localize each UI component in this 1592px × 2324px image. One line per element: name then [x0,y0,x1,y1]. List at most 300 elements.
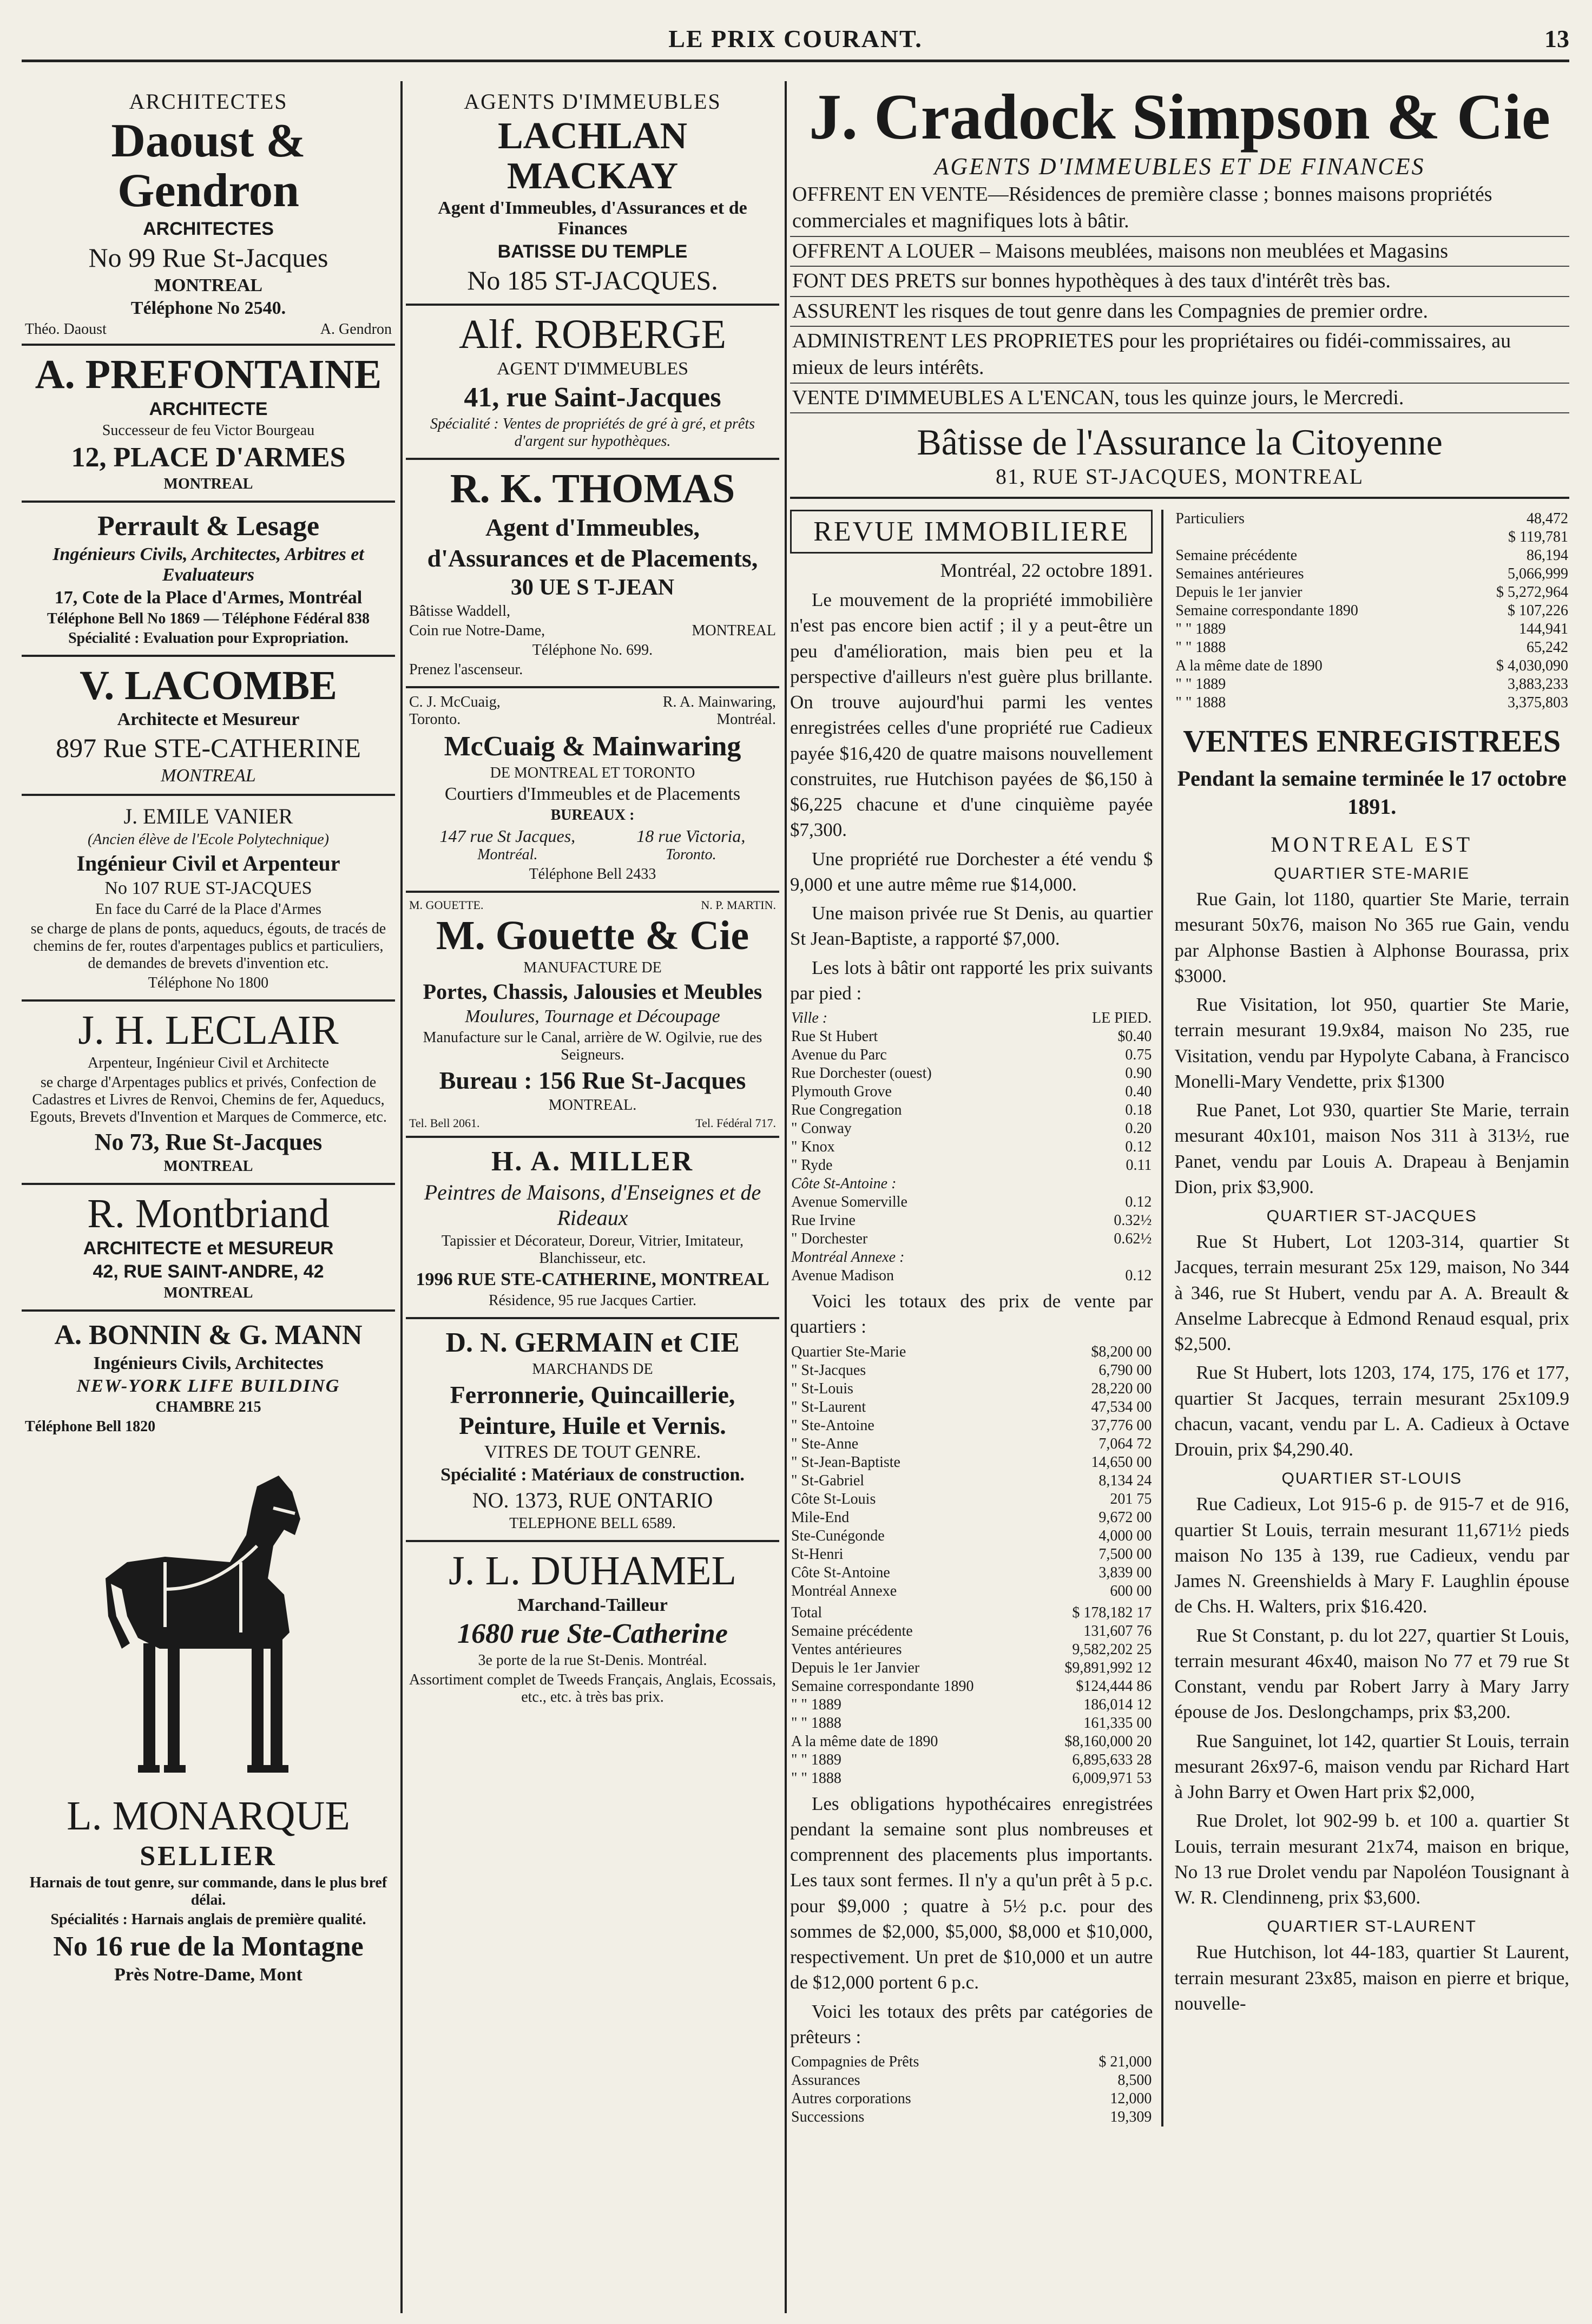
service-line: OFFRENT A LOUER – Maisons meublées, maisons non meublées et Magasins [790,237,1569,267]
firm-description: se charge de plans de ponts, aqueducs, égouts, de tracés de chemins de fer, routes d'arpentages publics et particuliers, de demandes de brevets d'invention etc. [30,920,386,972]
row-label [1174,528,1456,547]
sale-entry: Rue Gain, lot 1180, quartier Ste Marie, terrain mesurant 50x76, maison No 365 rue Gain, vendu par Alphonse Bastien à Alphonse Bourassa, prix $3000. [1174,888,1569,986]
summary-total-row [790,1622,1153,1641]
stats-row [1174,528,1569,547]
row-value: 86,194 [1527,547,1568,564]
firm-city: MONTREAL [163,475,253,492]
lot-price-row [790,1267,1153,1285]
firm-profession: Ingénieur Civil et Arpenteur [76,851,340,876]
firm-address: No 185 ST-JACQUES. [467,265,718,295]
lot-price-row [790,1028,1153,1046]
row-value: 6,790 00 [1098,1361,1152,1379]
row-value: 12,000 [1110,2090,1152,2108]
summary-total-row [790,1714,1153,1733]
ad-mccuaig-mainwaring [406,688,779,893]
row-value: 0.11 [1126,1157,1152,1174]
row-label: Semaine précédente [1175,547,1298,564]
table-header: LE PIED. [1091,1010,1152,1027]
row-label: " St-Jean-Baptiste [791,1453,900,1471]
row-value: 7,064 72 [1098,1435,1152,1452]
firm-profession: Agent d'Immeubles, d'Assurances et de Finances [438,198,747,239]
firm-name: M. Gouette & Cie [436,912,749,958]
firm-profession: SELLIER [140,1840,277,1872]
page-header [22,22,1569,62]
firm-building: NEW-YORK LIFE BUILDING [76,1375,340,1396]
firm-name: A. PREFONTAINE [35,351,382,397]
firm-city: MONTREAL [163,1158,253,1175]
quartier-heading: QUARTIER ST-JACQUES [1266,1207,1477,1226]
table-header: Montréal Annexe : [791,1249,905,1266]
firm-name: J. Cradock Simpson & Cie [808,81,1551,153]
office-address: 18 rue Victoria, [636,826,746,846]
firm-specialty: Spécialité : Ventes de propriétés de gré à gré, et prêts d'argent sur hypothèques. [430,415,755,450]
quartier-totals-table [790,1343,1153,1601]
firm-address: 17, Cote de la Place d'Armes, Montréal [54,587,363,608]
firm-address: 30 UE S T-JEAN [510,575,675,600]
row-value: 5,066,999 [1508,565,1568,583]
column-rule [400,81,403,2313]
row-value: 0.75 [1125,1046,1152,1064]
review-paragraph: Une maison privée rue St Denis, au quartier St Jean-Baptiste, a rapporté $7,000. [790,903,1153,950]
firm-address: 1996 RUE STE-CATHERINE, MONTREAL [416,1269,769,1290]
firm-description: se charge d'Arpentages publics et privés, Confection de Cadastres et Livres de Renvoi, Chemins de fer, Aqueducs, Egouts, Brevets d'Invention et Marques de Commerce, etc. [30,1074,387,1126]
firm-specialty: Spécialité : Matériaux de construction. [440,1465,745,1485]
firm-profession: ARCHITECTES [143,218,274,239]
row-value: $9,891,992 12 [1064,1659,1152,1676]
ad-leclair [22,1002,395,1185]
firm-address: No 16 rue de la Montagne [53,1931,364,1962]
sale-entry: Rue St Hubert, lots 1203, 174, 175, 176 et 177, quartier St Jacques, terrain mesurant 25x109.9 chacun, vacant, vendu par L. A. Cadieux à Octave Drouin, prix $4,290.40. [1174,1362,1569,1460]
lot-price-row [790,1230,1153,1248]
firm-name: Perrault & Lesage [97,510,320,542]
row-value: 8,134 24 [1098,1472,1152,1489]
review-paragraph: Les obligations hypothécaires enregistrées pendant la semaine sont plus nombreuses et comprennent des placements plus importants. Les taux sont fermes. Il n'y a qu'un prêt à 5 p.c. pour $9,000 ; quatre à 5½ p.c. pour des sommes de $2,000, $5,000, $8,000 et $10,000, respectivement. Un pret de $10,000 et un autre de $12,000 portent 6 p.c. [790,1793,1153,1993]
lot-price-row [790,1212,1153,1230]
row-value: $ 178,182 17 [1072,1604,1152,1621]
firm-address: Bureau : 156 Rue St-Jacques [439,1066,746,1095]
firm-profession: Courtiers d'Immeubles et de Placements [444,784,741,804]
row-label: Avenue Madison [791,1267,894,1285]
row-value: 186,014 12 [1083,1696,1152,1713]
row-value: 0.12 [1125,1267,1152,1285]
review-date: Montréal, 22 octobre 1891. [940,559,1153,582]
row-value: 0.32½ [1114,1212,1152,1229]
row-value: $ 107,226 [1508,602,1568,620]
quartier-total-row [790,1527,1153,1545]
section-subtitle: Pendant la semaine terminée le 17 octobre 1891. [1177,766,1567,819]
firm-location: Près Notre-Dame, Mont [114,1964,302,1985]
quartier-total-row [790,1417,1153,1435]
firm-address: No 99 Rue St-Jacques [88,242,328,273]
summary-total-row [790,1604,1153,1622]
row-value: 19,309 [1110,2109,1152,2126]
firm-telephone: TELEPHONE BELL 6589. [509,1515,676,1532]
firm-address: 1680 rue Ste-Catherine [457,1618,728,1650]
firm-name: J. H. LECLAIR [78,1008,339,1054]
stats-row [1174,675,1569,694]
row-label: " " 1888 [1175,694,1226,712]
partner-name: C. J. McCuaig, [409,693,501,710]
row-label: A la même date de 1890 [1175,657,1323,675]
ad-prefontaine [22,346,395,503]
row-label: Mile-End [791,1509,850,1526]
column-cradock-and-review [790,81,1569,2313]
firm-name: McCuaig & Mainwaring [444,730,741,762]
firm-profession: ARCHITECTE [149,398,268,419]
sale-entry: Rue St Hubert, Lot 1203-314, quartier St Jacques, terrain mesurant 25x 129, maison, No 344 à 346, rue St Hubert, vendu par A. A. Breault & Anselme Labrecque à Edmond Renaud esqual, prix $2,500. [1174,1231,1569,1355]
row-label: " St-Laurent [791,1398,866,1416]
row-value: 65,242 [1527,639,1568,656]
partner-name: M. GOUETTE. [409,898,484,912]
quartier-total-row [790,1398,1153,1417]
column-rule [785,81,787,2313]
sale-entry: Rue Visitation, lot 950, quartier Ste Marie, terrain mesurant 19.9x84, maison No 235, rue Visitation, vendu par Hypolyte Cabana, à Francisco Monelli-Mary Vendette, prix $1300 [1174,994,1569,1092]
row-value: 7,500 00 [1098,1545,1152,1563]
firm-profession: AGENTS D'IMMEUBLES ET DE FINANCES [934,153,1425,180]
sale-entry: Rue Panet, Lot 930, quartier Ste Marie, terrain mesurant 40x101, maison Nos 311 à 313½, rue Panet, vendu par Louis A. Drapeau à Benjamin Dion, prix $3,900. [1174,1100,1569,1197]
firm-name: L. MONARQUE [67,1793,350,1839]
firm-products: Portes, Chassis, Jalousies et Meubles [423,979,762,1004]
row-label: Semaines antérieures [1175,565,1304,583]
firm-address: 12, PLACE D'ARMES [71,442,346,473]
firm-name: R. K. THOMAS [450,465,735,511]
ad-gouette [406,893,779,1138]
row-label: A la même date de 1890 [791,1733,938,1750]
firm-profession: Ingénieurs Civils, Architectes, Arbitres et Evaluateurs [52,544,364,585]
firm-telephone: Téléphone Bell No 1869 — Téléphone Fédéral 838 [47,610,370,627]
table-header: Ville : [791,1010,828,1027]
row-value: 0.12 [1125,1194,1152,1211]
ad-montbriand [22,1185,395,1312]
office-address: 147 rue St Jacques, [439,826,576,846]
firm-telephone: Téléphone No 1800 [148,975,269,992]
lot-prices-table [790,1009,1153,1285]
firm-specialty: Spécialités : Harnais anglais de première qualité. [50,1911,366,1928]
row-value: $ 21,000 [1098,2053,1152,2071]
ad-monarque [22,1443,395,1993]
row-value: 0.12 [1125,1138,1152,1156]
row-value: $124,444 86 [1076,1677,1152,1695]
firm-residence: Résidence, 95 rue Jacques Cartier. [488,1292,697,1309]
quartier-total-row [790,1435,1153,1453]
firm-city: MONTREAL [161,766,256,786]
lender-row [790,2071,1153,2090]
row-label: Avenue Somerville [791,1194,907,1211]
sale-entry: Rue Hutchison, lot 44-183, quartier St Laurent, terrain mesurant 23x85, maison en pierre et brique, nouvelle- [1174,1941,1569,2014]
office-city: Toronto. [666,846,716,863]
lot-price-row [790,1064,1153,1083]
row-value: 14,650 00 [1091,1453,1152,1471]
firm-profession: MANUFACTURE DE [523,959,662,977]
stats-row [1174,583,1569,602]
firm-telephone: Téléphone No. 699. [532,641,653,659]
row-label: Successions [791,2109,865,2126]
lot-price-row [790,1083,1153,1101]
row-value: 9,582,202 25 [1072,1641,1152,1658]
firm-profession: Agent d'Immeubles, [485,513,700,541]
firm-name: H. A. MILLER [491,1146,694,1177]
row-label: Quartier Ste-Marie [791,1343,906,1360]
row-label: Depuis le 1er Janvier [791,1659,920,1676]
firm-name: R. Montbriand [87,1191,330,1237]
firm-profession: MARCHANDS DE [532,1361,653,1378]
row-value: 600 00 [1110,1582,1152,1599]
firm-address: 42, RUE SAINT-ANDRE, 42 [93,1261,324,1282]
stats-row [1174,694,1569,712]
row-value: 0.62½ [1114,1230,1152,1248]
quartier-total-row [790,1361,1153,1380]
firm-profession: Architecte et Mesureur [117,709,300,730]
firm-description: Harnais de tout genre, sur commande, dans le plus bref délai. [29,1874,387,1908]
lots-annexe-rows [790,1267,1153,1285]
summary-total-row [790,1733,1153,1751]
stats-row [1174,547,1569,565]
firm-note: Successeur de feu Victor Bourgeau [102,422,315,439]
lot-price-row [790,1193,1153,1212]
lot-price-row [790,1120,1153,1138]
summary-totals-table [790,1604,1153,1788]
row-value: $ 119,781 [1508,529,1568,546]
firm-telephone: Téléphone No 2540. [130,298,286,318]
row-value: 3,839 00 [1098,1564,1152,1581]
section-label: AGENTS D'IMMEUBLES [464,89,721,114]
firm-location: Manufacture sur le Canal, arrière de W. Ogilvie, rue des Seigneurs. [423,1029,762,1064]
row-value: 28,220 00 [1091,1380,1152,1397]
row-value: 0.18 [1125,1102,1152,1119]
firm-room: CHAMBRE 215 [155,1398,261,1416]
firm-products: VITRES DE TOUT GENRE. [484,1442,701,1463]
row-label: St-Henri [791,1545,844,1563]
firm-location: 3e porte de la rue St-Denis. Montréal. [478,1652,707,1669]
firm-name: Alf. ROBERGE [459,312,726,357]
review-paragraph: Voici les totaux des prêts par catégories de prêteurs : [790,2000,1153,2048]
ad-bonnin-mann [22,1312,395,1443]
row-value: 131,607 76 [1083,1622,1152,1640]
row-label: " " 1889 [1175,676,1226,693]
row-value: 201 75 [1110,1490,1152,1507]
row-label: " Knox [791,1138,835,1156]
row-label: Semaine correspondante 1890 [791,1677,974,1695]
stats-row [1174,638,1569,657]
row-label: Montréal Annexe [791,1582,897,1599]
ad-duhamel [406,1542,779,1714]
row-label: Avenue du Parc [791,1046,887,1064]
firm-name: J. L. DUHAMEL [449,1548,736,1594]
firm-name: Daoust & Gendron [111,115,306,218]
summary-total-row [790,1677,1153,1696]
row-value: $ 4,030,090 [1496,657,1568,675]
row-label: " Dorchester [791,1230,868,1248]
firm-products: Ferronnerie, Quincaillerie, [450,1381,735,1409]
row-label: Semaine précédente [791,1622,913,1640]
row-label: Ste-Cunégonde [791,1527,885,1544]
summary-total-row [790,1769,1153,1788]
review-paragraph: Une propriété rue Dorchester a été vendu $ 9,000 et une autre même rue $14,000. [790,848,1153,895]
office-city: Montréal. [477,846,538,863]
row-label: " St-Gabriel [791,1472,865,1489]
firm-address: 41, rue Saint-Jacques [464,381,721,413]
row-value: 8,500 [1117,2072,1152,2089]
firm-building: BATISSE DU TEMPLE [497,241,688,262]
ad-vanier [22,796,395,1002]
stats-row [1174,602,1569,620]
ad-miller [406,1138,779,1319]
quartier-heading: QUARTIER ST-LAURENT [1267,1918,1477,1936]
partner-name: Théo. Daoust [25,320,107,338]
review-and-sales [790,510,1569,2127]
review-paragraph: Voici les totaux des prix de vente par quartiers : [790,1291,1153,1338]
quartier-total-row [790,1343,1153,1361]
firm-name: V. LACOMBE [80,662,337,708]
lender-row [790,2053,1153,2071]
row-value: $8,200 00 [1091,1343,1152,1360]
ad-roberge [406,306,779,460]
lot-price-row [790,1046,1153,1064]
section-title: VENTES ENREGISTREES [1183,723,1561,759]
row-value: 161,335 00 [1083,1714,1152,1732]
partner-name: N. P. MARTIN. [701,898,776,912]
ad-lacombe [22,657,395,796]
firm-corner: Coin rue Notre-Dame, [409,622,545,639]
firm-description: Assortiment complet de Tweeds Français, Anglais, Ecossais, etc., etc. à très bas prix. [409,1671,776,1706]
row-label: Compagnies de Prêts [791,2053,919,2071]
stats-row [1174,657,1569,675]
sale-entry: Rue St Constant, p. du lot 227, quartier St Louis, terrain mesurant 46x40, maison No 77 et 79 rue St Constant, vendu par Robert Jarry à Mary Jarry épouse de Jos. Deslongchamps, prix $3,200. [1174,1624,1569,1723]
quartier-total-row [790,1490,1153,1509]
row-label: " " 1889 [1175,621,1226,638]
service-line: ADMINISTRENT LES PROPRIETES pour les propriétaires ou fidéi-commissaires, au mieux de leurs intérêts. [790,327,1569,384]
firm-name: LACHLAN MACKAY [497,115,688,197]
lender-row [790,2108,1153,2127]
section-label: ARCHITECTES [129,89,288,114]
row-value: $ 5,272,964 [1496,584,1568,601]
ad-perrault-lesage [22,503,395,657]
partner-name: A. Gendron [320,320,392,338]
firm-profession: Arpenteur, Ingénieur Civil et Architecte [88,1055,329,1072]
lot-price-row [790,1138,1153,1156]
service-line: FONT DES PRETS sur bonnes hypothèques à des taux d'intérêt très bas. [790,267,1569,297]
summary-total-row [790,1751,1153,1769]
row-value: 0.90 [1125,1065,1152,1082]
firm-profession: Peintres de Maisons, d'Enseignes et de Rideaux [424,1180,761,1230]
row-value: 47,534 00 [1091,1398,1152,1416]
quartier-total-row [790,1472,1153,1490]
firm-address: NO. 1373, RUE ONTARIO [472,1488,713,1513]
row-value: 3,883,233 [1508,676,1568,693]
row-label: Côte St-Antoine [791,1564,890,1581]
building-title: Bâtisse de l'Assurance la Citoyenne [917,422,1443,463]
lender-row [790,2090,1153,2108]
row-label: Depuis le 1er janvier [1175,584,1302,601]
ad-thomas [406,460,779,688]
row-label: " Ste-Antoine [791,1417,874,1434]
row-label: " " 1889 [791,1696,841,1713]
row-value: 0.40 [1125,1083,1152,1101]
row-value: 6,895,633 28 [1072,1751,1152,1768]
partner-city: Toronto. [409,710,461,728]
row-label: Ventes antérieures [791,1641,902,1658]
firm-city: MONTREAL [154,275,263,295]
row-label: " Ryde [791,1157,833,1174]
row-label: Rue Dorchester (ouest) [791,1065,932,1082]
row-value: 0.20 [1125,1120,1152,1137]
row-label: " " 1888 [1175,639,1226,656]
lot-price-row [790,1156,1153,1175]
row-value: 37,776 00 [1091,1417,1152,1434]
firm-note: Prenez l'ascenseur. [409,661,523,678]
quartier-total-row [790,1453,1153,1472]
row-label: " " 1888 [791,1714,841,1732]
review-paragraph: Les lots à bâtir ont rapporté les prix suivants par pied : [790,957,1153,1004]
row-label: Total [791,1604,823,1621]
stats-row [1174,510,1569,528]
row-label: " " 1889 [791,1751,841,1768]
firm-telephone: Téléphone Bell 1820 [25,1418,156,1435]
firm-location: En face du Carré de la Place d'Armes [95,901,321,918]
lenders-table [790,2053,1153,2127]
firm-address: 897 Rue STE-CATHERINE [56,733,361,763]
quartier-total-row [790,1582,1153,1601]
firm-profession: AGENT D'IMMEUBLES [497,358,688,379]
row-label: Rue St Hubert [791,1028,878,1045]
partner-city: Montréal. [716,710,776,728]
summary-total-row [790,1641,1153,1659]
summary-total-row [790,1696,1153,1714]
row-label: Particuliers [1175,510,1245,528]
summary-total-row [790,1659,1153,1677]
building-address: 81, RUE ST-JACQUES, MONTREAL [790,464,1569,499]
row-label: Plymouth Grove [791,1083,892,1101]
row-label: Rue Congregation [791,1102,902,1119]
row-label: " Ste-Anne [791,1435,859,1452]
firm-telephone: Tel. Fédéral 717. [695,1116,776,1130]
firm-products: Moulures, Tournage et Découpage [465,1006,720,1027]
row-label: Rue Irvine [791,1212,856,1229]
lots-cote-rows [790,1193,1153,1248]
stats-row [1174,620,1569,638]
firm-products: Peinture, Huile et Vernis. [459,1412,726,1440]
row-label: " Conway [791,1120,852,1137]
row-value: 9,672 00 [1098,1509,1152,1526]
service-line: ASSURENT les risques de tout genre dans les Compagnies de premier ordre. [790,297,1569,327]
revue-immobiliere [790,510,1163,2127]
row-value: 48,472 [1527,510,1568,528]
row-value: 4,000 00 [1098,1527,1152,1544]
row-value: $0.40 [1117,1028,1152,1045]
section-title: REVUE IMMOBILIERE [790,510,1153,554]
column-real-estate-agents [406,81,779,2313]
firm-offices-label: BUREAUX : [550,806,635,824]
sale-entry: Rue Sanguinet, lot 142, quartier St Louis, terrain mesurant 26x97-6, maison vendu par Richard Hart à John Barry et Owen Hart prix $2,000, [1174,1730,1569,1803]
ad-daoust-gendron [22,81,395,346]
service-line: VENTE D'IMMEUBLES A L'ENCAN, tous les quinze jours, le Mercredi. [790,384,1569,413]
firm-profession: Marchand-Tailleur [517,1595,668,1616]
quartier-total-row [790,1564,1153,1582]
partner-name: R. A. Mainwaring, [662,693,776,710]
firm-building: Bâtisse Waddell, [409,602,510,620]
quartier-total-row [790,1545,1153,1564]
table-header: Côte St-Antoine : [791,1175,897,1193]
firm-name: J. EMILE VANIER [123,804,293,829]
ad-germain [406,1319,779,1542]
newspaper-title: LE PRIX COURANT. [668,25,923,52]
firm-profession: ARCHITECTE et MESUREUR [83,1237,334,1259]
row-label: " St-Louis [791,1380,853,1397]
quartier-total-row [790,1380,1153,1398]
row-label: Assurances [791,2072,860,2089]
firm-city: MONTREAL. [548,1097,637,1114]
row-value: 3,375,803 [1508,694,1568,712]
